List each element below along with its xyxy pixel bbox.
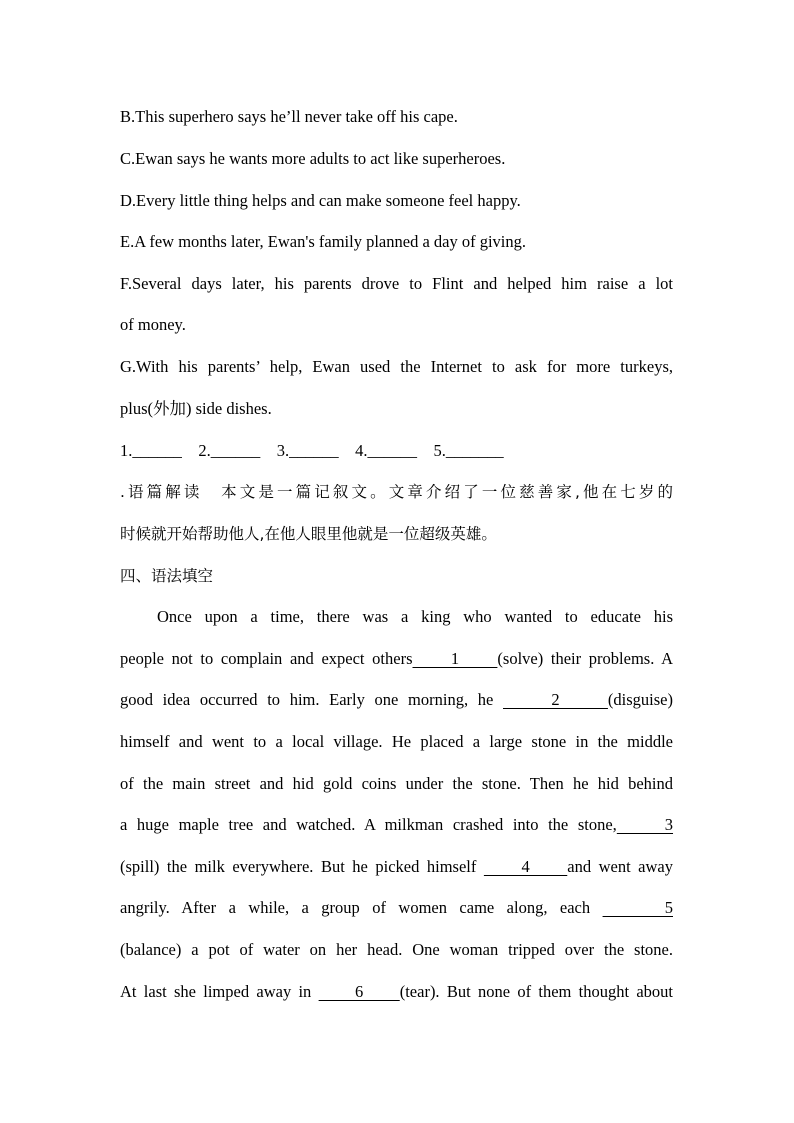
reading-note-line1: .语篇解读 本文是一篇记叙文。文章介绍了一位慈善家,他在七岁的 (120, 483, 673, 501)
passage-text: good idea occurred to him. Early one morning, he (120, 690, 503, 709)
passage-text: people not to complain and expect others (120, 649, 413, 668)
blank-5: 5 (602, 898, 673, 917)
passage-text: (tear). But none of them thought about (399, 982, 673, 1001)
passage-line-4: himself and went to a local village. He placed a large stone in the middle (120, 732, 673, 751)
option-d: D.Every little thing helps and can make someone feel happy. (120, 191, 521, 210)
blank-3: 3 (616, 815, 674, 834)
blank-1: 1 (412, 649, 498, 668)
passage-line-2 (120, 648, 673, 670)
answer-blanks: 1.______ 2.______ 3.______ 4.______ 5._______ (120, 441, 504, 460)
passage-text: (disguise) (607, 690, 673, 709)
passage-line-7 (120, 856, 673, 878)
passage-text: (spill) the milk everywhere. But he picked himself (120, 857, 484, 876)
passage-line-8 (120, 897, 673, 919)
option-b: B.This superhero says he’ll never take off his cape. (120, 107, 458, 126)
blank-2: 2 (503, 690, 608, 709)
passage-text: (solve) their problems. A (497, 649, 673, 668)
passage-text: and went away (567, 857, 673, 876)
passage-text: a huge maple tree and watched. A milkman crashed into the stone, (120, 815, 617, 834)
option-g: G.With his parents’ help, Ewan used the Internet to ask for more turkeys, (120, 357, 673, 376)
option-g-continued: plus(外加) side dishes. (120, 399, 272, 418)
passage-text: At last she limped away in (120, 982, 319, 1001)
option-f-continued: of money. (120, 315, 186, 334)
option-f: F.Several days later, his parents drove to Flint and helped him raise a lot (120, 274, 673, 293)
passage-line-5: of the main street and hid gold coins under the stone. Then he hid behind (120, 774, 673, 793)
blank-6: 6 (318, 982, 400, 1001)
passage-line-3 (120, 689, 673, 711)
option-e: E.A few months later, Ewan's family planned a day of giving. (120, 232, 527, 251)
reading-note-line2: 时候就开始帮助他人,在他人眼里他就是一位超级英雄。 (120, 525, 497, 543)
passage-line-6 (120, 814, 673, 836)
passage-line-10 (120, 981, 673, 1003)
passage-line-9: (balance) a pot of water on her head. One woman tripped over the stone. (120, 940, 673, 959)
section-title: 四、语法填空 (120, 567, 214, 585)
option-c: C.Ewan says he wants more adults to act like superheroes. (120, 149, 506, 168)
passage-text: angrily. After a while, a group of women came along, each (120, 898, 603, 917)
passage-line-1: Once upon a time, there was a king who wanted to educate his (157, 607, 673, 626)
blank-4: 4 (483, 857, 568, 876)
